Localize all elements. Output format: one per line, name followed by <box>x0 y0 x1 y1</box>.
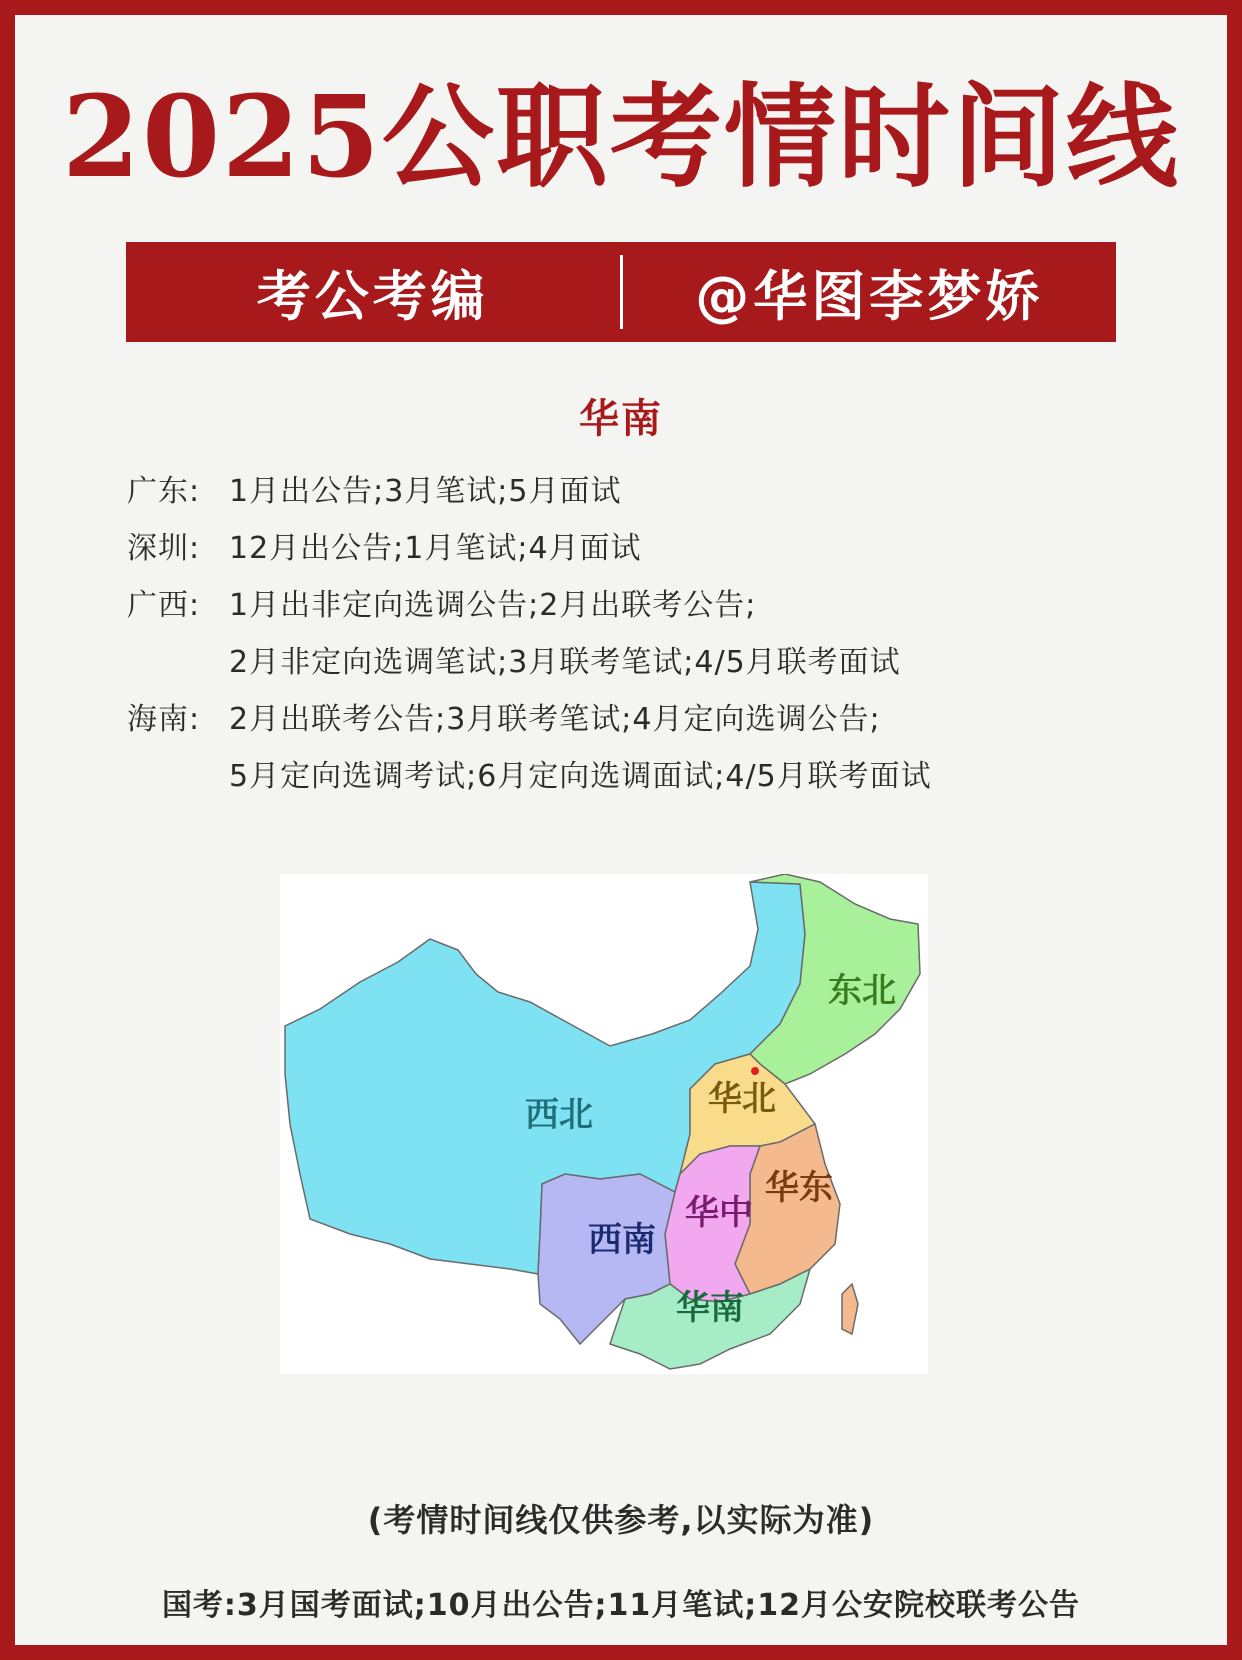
region-title: 华南 <box>579 396 663 442</box>
region-label-south: 华南 <box>676 1288 744 1328</box>
schedule-row-guangdong <box>127 463 1127 520</box>
region-label-southwest: 西南 <box>588 1220 656 1260</box>
schedule-row-shenzhen <box>127 520 1127 577</box>
china-map-svg <box>280 874 928 1374</box>
page-title: 2025公职考情时间线 <box>62 72 1180 203</box>
region-label-north: 华北 <box>708 1079 776 1119</box>
region-label-northwest: 西北 <box>525 1095 593 1135</box>
region-label-east: 华东 <box>765 1168 833 1208</box>
schedule-line: 5月定向选调考试;6月定向选调面试;4/5月联考面试 <box>229 759 932 794</box>
schedule-list <box>127 463 1127 805</box>
province-label: 海南: <box>127 702 201 737</box>
national-exam-line: 国考:3月国考面试;10月出公告;11月笔试;12月公安院校联考公告 <box>161 1588 1081 1623</box>
region-label-northeast: 东北 <box>828 971 896 1011</box>
region-label-central: 华中 <box>685 1193 753 1233</box>
schedule-line: 2月非定向选调笔试;3月联考笔试;4/5月联考面试 <box>229 645 901 680</box>
banner-left-text: 考公考编 <box>256 264 489 328</box>
province-label: 广西: <box>127 588 201 623</box>
province-label: 深圳: <box>127 531 201 566</box>
china-region-map <box>280 874 928 1374</box>
schedule-line: 1月出非定向选调公告;2月出联考公告; <box>229 588 757 623</box>
schedule-row-guangxi <box>127 577 1127 691</box>
schedule-row-hainan <box>127 691 1127 805</box>
disclaimer-note: (考情时间线仅供参考,以实际为准) <box>367 1501 875 1539</box>
poster-page <box>15 15 1227 1645</box>
schedule-line: 1月出公告;3月笔试;5月面试 <box>229 474 622 509</box>
banner <box>126 242 1116 342</box>
banner-right-text: @华图李梦娇 <box>695 264 1044 328</box>
province-label: 广东: <box>127 474 201 509</box>
taiwan-island-shape <box>842 1284 858 1334</box>
schedule-line: 2月出联考公告;3月联考笔试;4月定向选调公告; <box>229 702 881 737</box>
schedule-line: 12月出公告;1月笔试;4月面试 <box>229 531 642 566</box>
capital-star-icon <box>751 1067 759 1075</box>
